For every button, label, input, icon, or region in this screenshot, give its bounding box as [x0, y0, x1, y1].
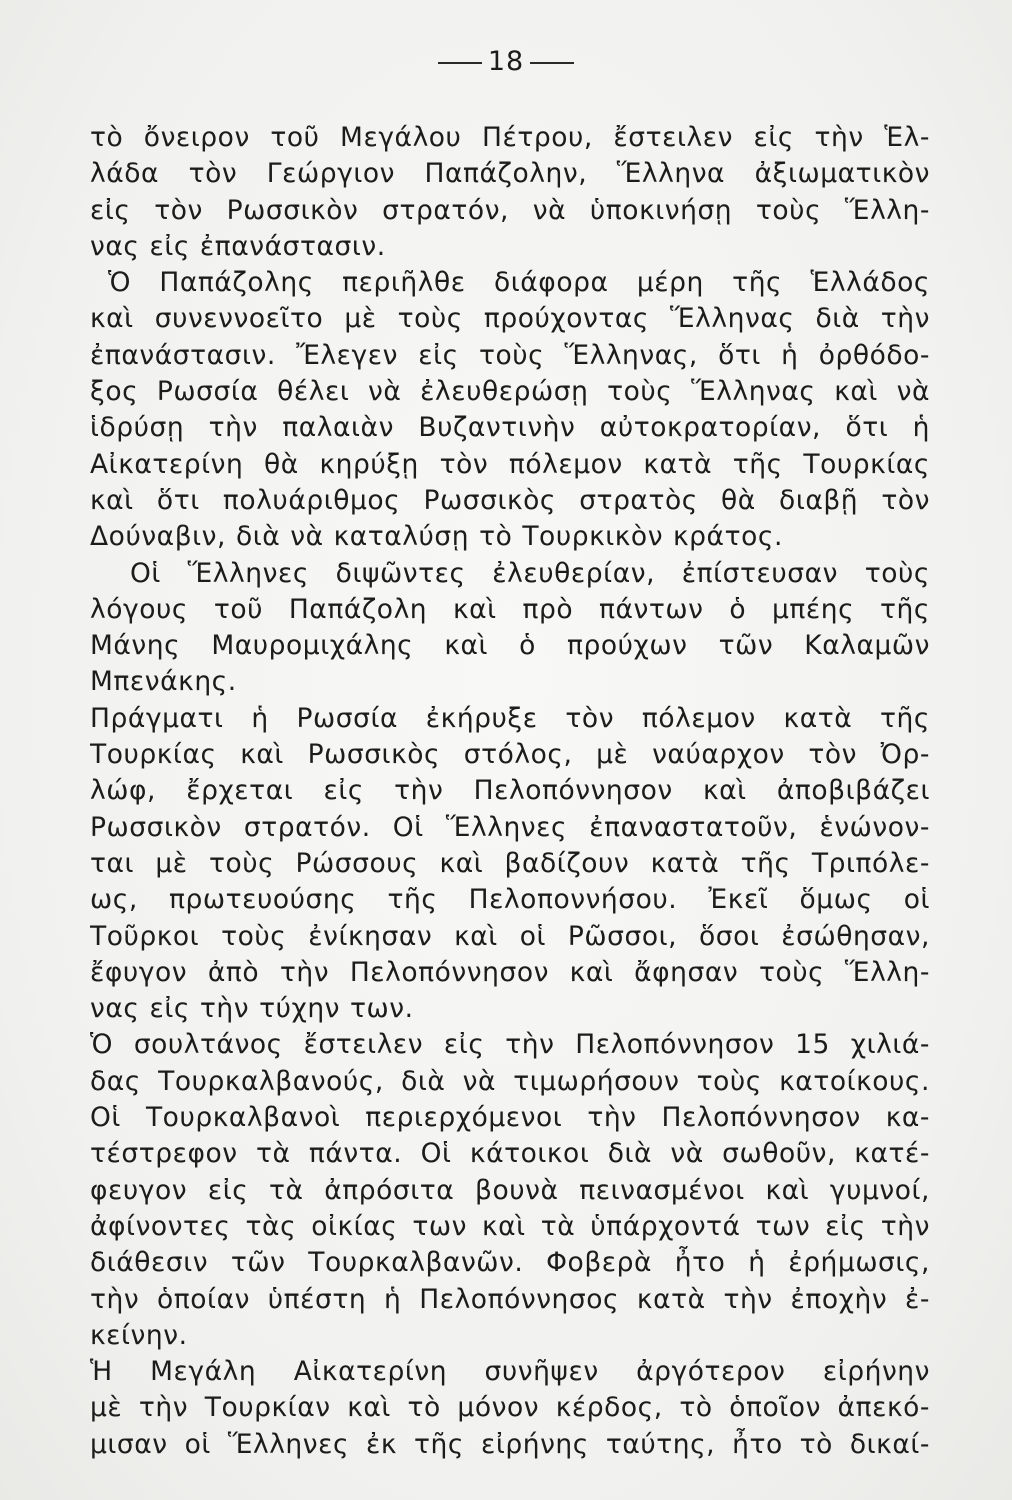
text-line: ται μὲ τοὺς Ρώσσους καὶ βαδίζουν κατὰ τῆς Τριπόλε- [90, 847, 930, 879]
text-line: φευγον εἰς τὰ ἀπρόσιτα βουνὰ πεινασμένοι καὶ γυμνοί, [90, 1174, 930, 1206]
text-line: λώφ, ἔρχεται εἰς τὴν Πελοπόννησον καὶ ἀποβιβάζει [90, 775, 930, 807]
text-line: Πράγματι ἡ Ρωσσία ἐκήρυξε τὸν πόλεμον κατὰ τῆς [90, 702, 930, 734]
text-line: διάθεσιν τῶν Τουρκαλβανῶν. Φοβερὰ ἦτο ἡ ἐρήμωσις, [90, 1247, 930, 1279]
text-line: Ἡ Μεγάλη Αἰκατερίνη συνῆψεν ἀργότερον εἰρήνην [90, 1356, 930, 1388]
text-line: μισαν οἱ Ἕλληνες ἐκ τῆς εἰρήνης ταύτης, ἦτο τὸ δικαί- [90, 1428, 930, 1460]
text-line: τὴν ὁποίαν ὑπέστη ἡ Πελοπόννησος κατὰ τὴν ἐποχὴν ἐ- [90, 1283, 930, 1315]
text-line: καὶ συνεννοεῖτο μὲ τοὺς προύχοντας Ἕλληνας διὰ τὴν [90, 303, 930, 335]
text-line: ἱδρύσῃ τὴν παλαιὰν Βυζαντινὴν αὐτοκρατορίαν, ὅτι ἡ [90, 412, 930, 444]
text-line: κείνην. [90, 1319, 188, 1351]
text-line: νας εἰς ἐπανάστασιν. [90, 230, 386, 262]
text-line: λόγους τοῦ Παπάζολη καὶ πρὸ πάντων ὁ μπέης τῆς [90, 593, 930, 625]
text-line: Μάνης Μαυρομιχάλης καὶ ὁ προύχων τῶν Καλαμῶν [90, 630, 930, 662]
text-line: νας εἰς τὴν τύχην των. [90, 993, 414, 1025]
body-text [90, 120, 930, 1463]
text-line: Τουρκίας καὶ Ρωσσικὸς στόλος, μὲ ναύαρχον τὸν Ὀρ- [90, 739, 930, 771]
page-number: 18 [487, 46, 525, 77]
text-line: λάδα τὸν Γεώργιον Παπάζολην, Ἕλληνα ἀξιωματικὸν [90, 158, 930, 190]
text-line: Ὁ Παπάζολης περιῆλθε διάφορα μέρη τῆς Ἑλλάδος [108, 267, 930, 299]
text-line: εἰς τὸν Ρωσσικὸν στρατόν, νὰ ὑποκινήσῃ τοὺς Ἕλλη- [90, 194, 930, 226]
text-line: τέστρεφον τὰ πάντα. Οἱ κάτοικοι διὰ νὰ σωθοῦν, κατέ- [90, 1138, 930, 1170]
text-line: τὸ ὄνειρον τοῦ Μεγάλου Πέτρου, ἔστειλεν εἰς τὴν Ἑλ- [90, 122, 930, 153]
text-line: ως, πρωτευούσης τῆς Πελοποννήσου. Ἐκεῖ ὅμως οἱ [90, 884, 930, 916]
text-line: ἐπανάστασιν. Ἔλεγεν εἰς τοὺς Ἕλληνας, ὅτι ἡ ὀρθόδο- [90, 339, 930, 371]
text-line: μὲ τὴν Τουρκίαν καὶ τὸ μόνον κέρδος, τὸ ὁποῖον ἀπεκό- [90, 1392, 930, 1424]
text-line: Ὁ σουλτάνος ἔστειλεν εἰς τὴν Πελοπόννησον 15 χιλιά- [90, 1029, 930, 1061]
right-dash [530, 62, 574, 64]
text-line: ἀφίνοντες τὰς οἰκίας των καὶ τὰ ὑπάρχοντά των εἰς τὴν [90, 1210, 930, 1242]
left-dash [438, 62, 482, 64]
text-line: Οἱ Ἕλληνες διψῶντες ἐλευθερίαν, ἐπίστευσαν τοὺς [130, 557, 930, 589]
text-line: Αἰκατερίνη θὰ κηρύξῃ τὸν πόλεμον κατὰ τῆς Τουρκίας [90, 448, 930, 480]
text-line: Μπενάκης. [90, 666, 237, 698]
text-line: ἔφυγον ἀπὸ τὴν Πελοπόννησον καὶ ἄφησαν τοὺς Ἕλλη- [90, 956, 930, 988]
text-line: ξος Ρωσσία θέλει νὰ ἐλευθερώσῃ τοὺς Ἕλληνας καὶ νὰ [90, 376, 930, 408]
text-line: Τοῦρκοι τοὺς ἐνίκησαν καὶ οἱ Ρῶσσοι, ὅσοι ἐσώθησαν, [90, 920, 930, 952]
text-line: Δούναβιν, διὰ νὰ καταλύσῃ τὸ Τουρκικὸν κράτος. [90, 521, 783, 553]
page-number-header [0, 46, 1012, 77]
text-line: Οἱ Τουρκαλβανοὶ περιερχόμενοι τὴν Πελοπόννησον κα- [90, 1102, 930, 1134]
text-line: καὶ ὅτι πολυάριθμος Ρωσσικὸς στρατὸς θὰ διαβῇ τὸν [90, 484, 930, 516]
text-line: δας Τουρκαλβανούς, διὰ νὰ τιμωρήσουν τοὺς κατοίκους. [90, 1065, 930, 1097]
text-line: Ρωσσικὸν στρατόν. Οἱ Ἕλληνες ἐπαναστατοῦν, ἑνώνον- [90, 811, 930, 843]
